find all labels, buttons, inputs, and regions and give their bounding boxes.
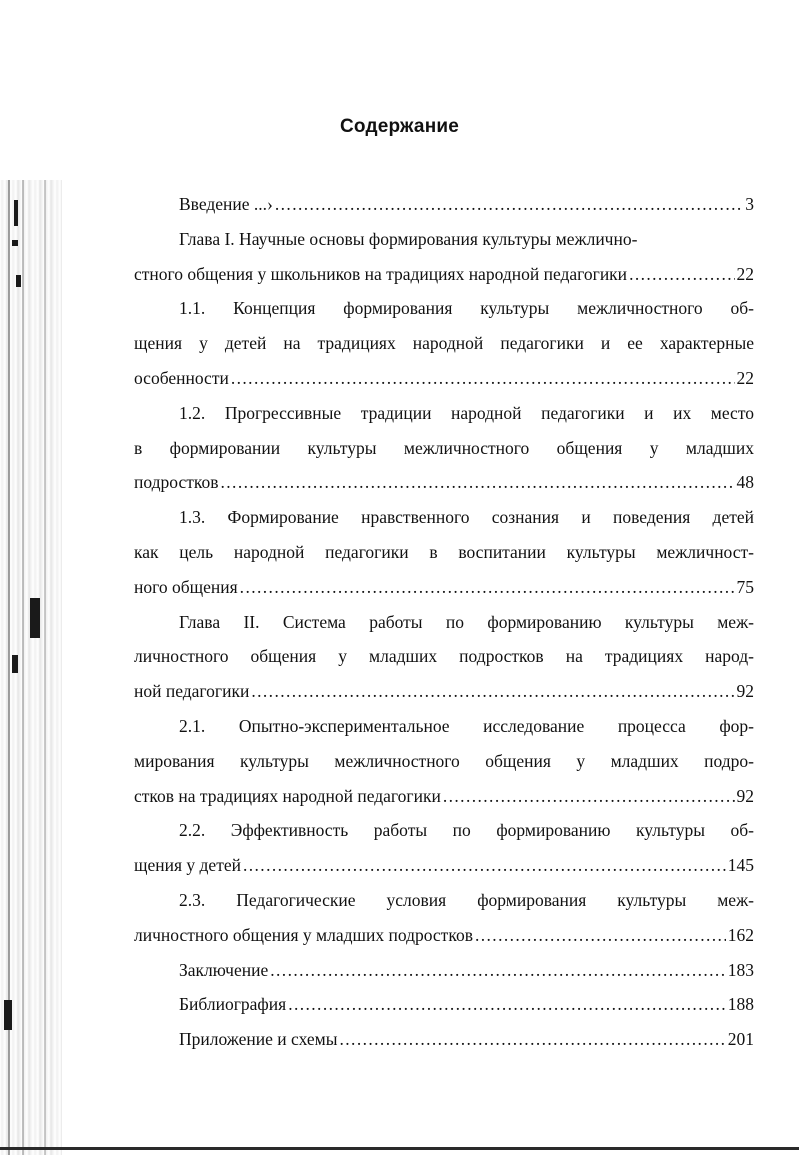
toc-entry-text: как цель народной педагогики в воспитании культуры межличност-	[134, 541, 754, 562]
dot-leader	[443, 779, 735, 814]
dot-leader	[251, 674, 734, 709]
toc-entry-section-1-2-cont	[134, 431, 754, 466]
dot-leader	[629, 257, 734, 292]
toc-page-number: 22	[736, 263, 754, 284]
scan-speck	[30, 598, 40, 638]
toc-page-number: 22	[736, 367, 754, 388]
toc-page-number: 162	[727, 924, 754, 945]
toc-entry-text: щения у детей на традициях народной педагогики и ее характерные	[134, 333, 754, 354]
toc-entry-text: Приложение и схемы	[179, 1029, 338, 1050]
toc-page-number: 145	[727, 855, 754, 876]
toc-entry-text: 2.3. Педагогические условия формирования культуры меж-	[179, 889, 754, 910]
scan-speck	[12, 655, 18, 673]
toc-entry-text: 2.2. Эффективность работы по формированию культуры об-	[179, 820, 754, 841]
toc-entry-text: подростков	[134, 472, 219, 493]
toc-entry-section-1-3	[134, 500, 754, 535]
toc-entry-section-1-1-cont	[134, 326, 754, 361]
dot-leader	[475, 918, 726, 953]
toc-entry-text: Глава I. Научные основы формирования культуры межлично-	[179, 228, 638, 249]
scan-speck	[14, 200, 18, 226]
binding-edge-line	[22, 180, 24, 1155]
dot-leader	[240, 570, 735, 605]
toc-page-number: 188	[727, 994, 754, 1015]
toc-page-number: 92	[736, 785, 754, 806]
scan-bottom-edge	[0, 1147, 799, 1150]
toc-entry-text: личностного общения у младших подростков	[134, 924, 473, 945]
toc-entry-section-1-1-end	[134, 361, 754, 396]
toc-page-number: 48	[736, 472, 754, 493]
toc-page-number: 75	[736, 576, 754, 597]
toc-entry-text: Библиография	[179, 994, 287, 1015]
toc-entry-conclusion	[134, 953, 754, 988]
toc-entry-section-2-2-end	[134, 848, 754, 883]
toc-page-number: 3	[745, 194, 754, 214]
toc-entry-chapter-1	[134, 222, 754, 257]
toc-page-number: 183	[727, 959, 754, 980]
toc-entry-text: 1.3. Формирование нравственного сознания и поведения детей	[179, 507, 754, 528]
table-of-contents	[134, 187, 754, 1057]
toc-entry-section-2-1-cont	[134, 744, 754, 779]
toc-entry-appendix	[134, 1022, 754, 1057]
dot-leader	[288, 987, 726, 1022]
toc-entry-text: ного общения	[134, 576, 238, 597]
binding-edge-line	[44, 180, 46, 1155]
toc-entry-chapter-2-cont	[134, 639, 754, 674]
dot-leader	[340, 1022, 726, 1057]
toc-entry-section-2-1-end	[134, 779, 754, 814]
dot-leader	[231, 361, 735, 396]
toc-entry-text: особенности	[134, 367, 229, 388]
toc-entry-text: 2.1. Опытно-экспериментальное исследование процесса фор-	[179, 715, 754, 736]
toc-entry-section-1-3-cont	[134, 535, 754, 570]
toc-entry-section-1-1	[134, 291, 754, 326]
toc-entry-text: Заключение	[179, 959, 269, 980]
toc-entry-section-2-3	[134, 883, 754, 918]
dot-leader	[221, 465, 735, 500]
toc-page-number: 201	[727, 1029, 754, 1050]
dot-leader	[243, 848, 726, 883]
toc-entry-text: в формировании культуры межличностного общения у младших	[134, 437, 754, 458]
toc-entry-section-1-2	[134, 396, 754, 431]
toc-entry-section-2-3-end	[134, 918, 754, 953]
toc-entry-text: стного общения у школьников на традициях народной педагогики	[134, 263, 628, 284]
scan-speck	[16, 275, 21, 287]
toc-entry-section-2-2	[134, 813, 754, 848]
toc-entry-section-2-1	[134, 709, 754, 744]
toc-entry-chapter-2	[134, 605, 754, 640]
toc-entry-text: личностного общения у младших подростков на традициях народ-	[134, 646, 754, 667]
toc-entry-text: щения у детей	[134, 855, 241, 876]
dot-leader	[275, 187, 743, 222]
toc-entry-text: Глава II. Система работы по формированию культуры меж-	[179, 611, 754, 632]
toc-entry-text: ной педагогики	[134, 681, 250, 702]
toc-entry-text: мирования культуры межличностного общения у младших подро-	[134, 750, 754, 771]
toc-entry-text: 1.1. Концепция формирования культуры межличностного об-	[179, 298, 754, 319]
toc-entry-introduction	[134, 187, 754, 222]
scan-speck	[12, 240, 18, 246]
toc-entry-text: Введение ...›	[179, 194, 273, 214]
toc-entry-chapter-2-end	[134, 674, 754, 709]
toc-entry-chapter-1-cont	[134, 257, 754, 292]
scan-speck	[4, 1000, 12, 1030]
page-title: Содержание	[339, 116, 460, 137]
toc-entry-section-1-2-end	[134, 465, 754, 500]
toc-entry-section-1-3-end	[134, 570, 754, 605]
toc-entry-text: стков на традициях народной педагогики	[134, 785, 441, 806]
toc-page-number: 92	[736, 681, 754, 702]
toc-entry-text: 1.2. Прогрессивные традиции народной педагогики и их место	[179, 402, 754, 423]
dot-leader	[270, 953, 726, 988]
toc-entry-bibliography	[134, 987, 754, 1022]
